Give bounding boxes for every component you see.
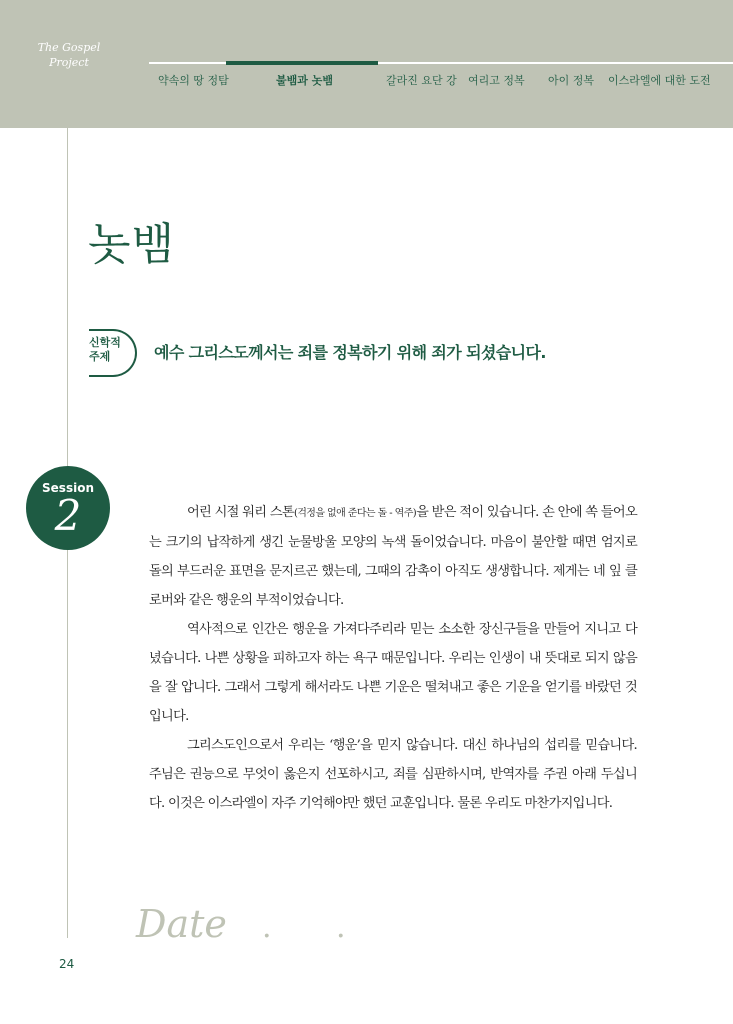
theme-label-line-1: 신학적 — [89, 336, 121, 349]
nav-item-scouting: 약속의 땅 정탐 — [158, 74, 229, 87]
paragraph-3: 그리스도인으로서 우리는 ‘행운’을 믿지 않습니다. 대신 하나님의 섭리를 믿습니다. 주님은 권능으로 무엇이 옳은지 선포하시고, 죄를 심판하시며, 반역자를 주권 아래 두십니다. 이것은 이스라엘이 자주 기억해야만 했던 교훈입니다. 물론 우리도 마찬가지입니다. — [149, 738, 637, 811]
brand-line-2: Project — [49, 56, 89, 69]
session-number: 2 — [54, 491, 82, 540]
nav-item-bronze-serpent: 불뱀과 놋뱀 — [276, 74, 333, 87]
date-separator-1: . — [262, 910, 272, 945]
chapter-title: 놋뱀 — [88, 219, 176, 270]
nav-item-challenge: 이스라엘에 대한 도전 — [608, 74, 711, 87]
paragraph-1-rest: 을 받은 적이 있습니다. 손 안에 쏙 들어오는 크기의 납작하게 생긴 눈물방울 모양의 녹색 돌이었습니다. 마음이 불안할 때면 엄지로 돌의 부드러운 표면을 문지르곤 했는데, 그때의 감촉이 아직도 생생합니다. 제게는 네 잎 클로버와 같은 행운의 부적이었습니다. — [149, 505, 637, 608]
theme-label — [89, 336, 121, 364]
session-badge — [26, 466, 110, 550]
paragraph-1 — [149, 498, 637, 615]
paragraph-2: 역사적으로 인간은 행운을 가져다주리라 믿는 소소한 장신구들을 만들어 지니고 다녔습니다. 나쁜 상황을 피하고자 하는 욕구 때문입니다. 우리는 인생이 내 뜻대로 되지 않음을 잘 압니다. 그래서 그렇게 해서라도 나쁜 기운은 떨쳐내고 좋은 기운을 얻기를 바랐던 것입니다. — [149, 622, 637, 724]
theme-label-line-2: 주제 — [89, 350, 111, 363]
nav-item-jericho: 여리고 정복 — [468, 74, 525, 87]
session-label: Session — [42, 481, 94, 495]
brand-logo — [34, 40, 104, 70]
body-text — [149, 498, 637, 818]
nav-item-ai: 아이 정복 — [548, 74, 595, 87]
nav-active-indicator — [226, 61, 378, 65]
translator-note: (걱정을 없애 준다는 돌 - 역주) — [293, 508, 417, 519]
theme-statement: 예수 그리스도께서는 죄를 정복하기 위해 죄가 되셨습니다. — [154, 343, 546, 362]
page-number: 24 — [59, 957, 75, 971]
date-label: Date — [136, 902, 227, 946]
page-header — [0, 0, 733, 128]
nav-item-jordan: 갈라진 요단 강 — [386, 74, 457, 87]
brand-line-1: The Gospel — [37, 41, 101, 54]
date-separator-2: . — [336, 910, 346, 945]
paragraph-1-start: 어린 시절 워리 스톤 — [187, 505, 294, 520]
